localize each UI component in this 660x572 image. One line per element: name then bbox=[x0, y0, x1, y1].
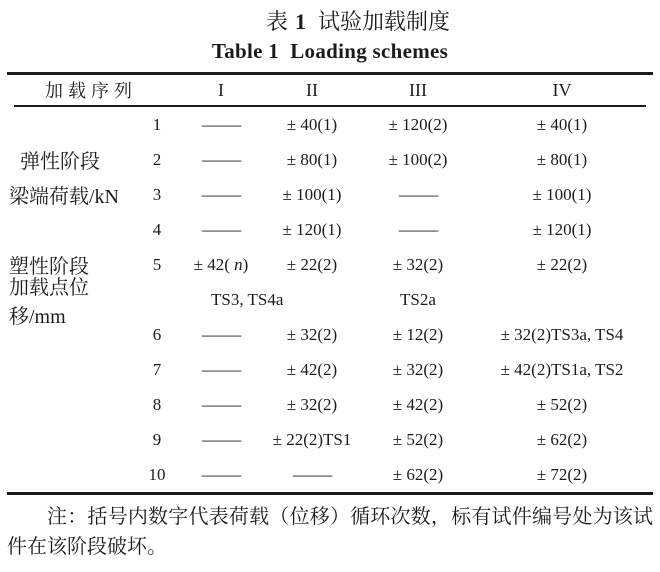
italic-n: n bbox=[234, 254, 243, 274]
table-header-row bbox=[7, 75, 653, 105]
value-cell-scheme2: ± 80(1) bbox=[286, 149, 338, 169]
table-row-9 bbox=[7, 422, 653, 457]
table-bottom-rule bbox=[7, 492, 653, 495]
value-cell-scheme2: ± 40(1) bbox=[286, 114, 338, 134]
value-cell-scheme3: ± 120(2) bbox=[388, 114, 448, 134]
header-col-1: I bbox=[218, 79, 224, 100]
value-cell-scheme3: ± 12(2) bbox=[392, 324, 444, 344]
sequence-number-cell: 3 bbox=[152, 184, 162, 204]
specimen-cell-scheme4 bbox=[479, 290, 645, 310]
value-cell-scheme3: ± 42(2) bbox=[392, 394, 444, 414]
table-row-10 bbox=[7, 457, 653, 492]
value-cell-scheme3: ± 52(2) bbox=[392, 429, 444, 449]
value-cell-scheme3: ± 32(2) bbox=[392, 359, 444, 379]
value-cell-scheme4: ± 42(2)TS1a, TS2 bbox=[500, 359, 624, 379]
specimen-cell-scheme1: TS3, TS4a bbox=[211, 289, 284, 309]
sequence-number-cell: 6 bbox=[152, 324, 162, 344]
sequence-number-cell: 9 bbox=[152, 429, 162, 449]
table-footnote: 注：括号内数字代表荷载（位移）循环次数，标有试件编号处为该试件在该阶段破坏。 bbox=[7, 506, 653, 558]
value-cell-scheme2: ± 42(2) bbox=[286, 359, 338, 379]
header-loading-sequence: 加载序列 bbox=[45, 81, 137, 101]
value-cell-scheme1: — bbox=[201, 114, 241, 134]
value-cell-scheme2: ± 100(1) bbox=[282, 184, 342, 204]
header-col-4: IV bbox=[552, 79, 572, 100]
sequence-number-cell: 2 bbox=[152, 149, 162, 169]
stage-label-plastic: 塑性阶段 bbox=[9, 256, 89, 278]
value-cell-scheme1: — bbox=[201, 324, 241, 344]
value-cell-scheme4: ± 40(1) bbox=[536, 114, 588, 134]
value-cell-scheme4: ± 52(2) bbox=[536, 394, 588, 414]
value-cell-scheme3: — bbox=[398, 219, 438, 239]
value-cell-scheme4: ± 32(2)TS3a, TS4 bbox=[500, 324, 624, 344]
value-cell-scheme2: ± 32(2) bbox=[286, 324, 338, 344]
value-cell-scheme2: ± 22(2) bbox=[286, 254, 338, 274]
value-cell-scheme3: ± 62(2) bbox=[392, 464, 444, 484]
loading-table bbox=[7, 75, 653, 492]
table-row-specimens bbox=[7, 276, 653, 328]
value-cell-scheme1: — bbox=[201, 394, 241, 414]
value-cell-scheme1: — bbox=[201, 464, 241, 484]
value-cell-scheme1: ± 42( n) bbox=[193, 254, 249, 274]
sequence-number-cell: 7 bbox=[152, 359, 162, 379]
table-row-1 bbox=[7, 107, 653, 142]
value-cell-scheme4: ± 72(2) bbox=[536, 464, 588, 484]
stage-label-displacement: 加载点位移/mm bbox=[9, 276, 89, 328]
sequence-number-cell: 5 bbox=[152, 254, 162, 274]
value-cell-scheme2: ± 22(2)TS1 bbox=[272, 429, 352, 449]
value-cell-scheme3: ± 32(2) bbox=[392, 254, 444, 274]
table-row-8 bbox=[7, 387, 653, 422]
specimen-cell-scheme3: TS2a bbox=[400, 289, 436, 309]
sequence-number-cell: 10 bbox=[148, 464, 166, 484]
table-row-3 bbox=[7, 177, 653, 212]
value-cell-scheme1: — bbox=[201, 219, 241, 239]
value-cell-scheme1: — bbox=[201, 429, 241, 449]
value-cell-scheme1: — bbox=[201, 184, 241, 204]
sequence-number-cell: 4 bbox=[152, 219, 162, 239]
value-cell-scheme2: ± 120(1) bbox=[282, 219, 342, 239]
sequence-number-cell: 8 bbox=[152, 394, 162, 414]
stage-label-beam-load: 梁端荷载/kN bbox=[9, 186, 119, 208]
value-cell-scheme4: ± 22(2) bbox=[536, 254, 588, 274]
value-cell-scheme4: ± 120(1) bbox=[532, 219, 592, 239]
value-cell-scheme4: ± 100(1) bbox=[532, 184, 592, 204]
value-cell-scheme1: — bbox=[201, 359, 241, 379]
table-row-2 bbox=[7, 142, 653, 177]
value-cell-scheme4: ± 80(1) bbox=[536, 149, 588, 169]
table-caption-zh: 试验加载制度 bbox=[318, 9, 451, 34]
stage-label-elastic: 弹性阶段 bbox=[20, 151, 100, 173]
header-col-3: III bbox=[409, 79, 427, 100]
value-cell-scheme1: — bbox=[201, 149, 241, 169]
table-row-7 bbox=[7, 352, 653, 387]
value-cell-scheme3: ± 100(2) bbox=[388, 149, 448, 169]
table-label-zh: 表 bbox=[265, 9, 288, 34]
sequence-number-cell: 1 bbox=[152, 114, 162, 134]
table-number-zh: 1 bbox=[295, 9, 306, 34]
paper-table-figure bbox=[0, 8, 660, 572]
value-cell-scheme2: ± 32(2) bbox=[286, 394, 338, 414]
value-cell-scheme4: ± 62(2) bbox=[536, 429, 588, 449]
table-title-en: Table 1 Loading schemes bbox=[211, 39, 449, 63]
table-title-zh bbox=[28, 8, 660, 36]
value-cell-scheme2: — bbox=[292, 464, 332, 484]
header-col-2: II bbox=[306, 79, 318, 100]
table-row-4 bbox=[7, 212, 653, 247]
value-cell-scheme3: — bbox=[398, 184, 438, 204]
specimen-cell-scheme2 bbox=[267, 290, 357, 310]
